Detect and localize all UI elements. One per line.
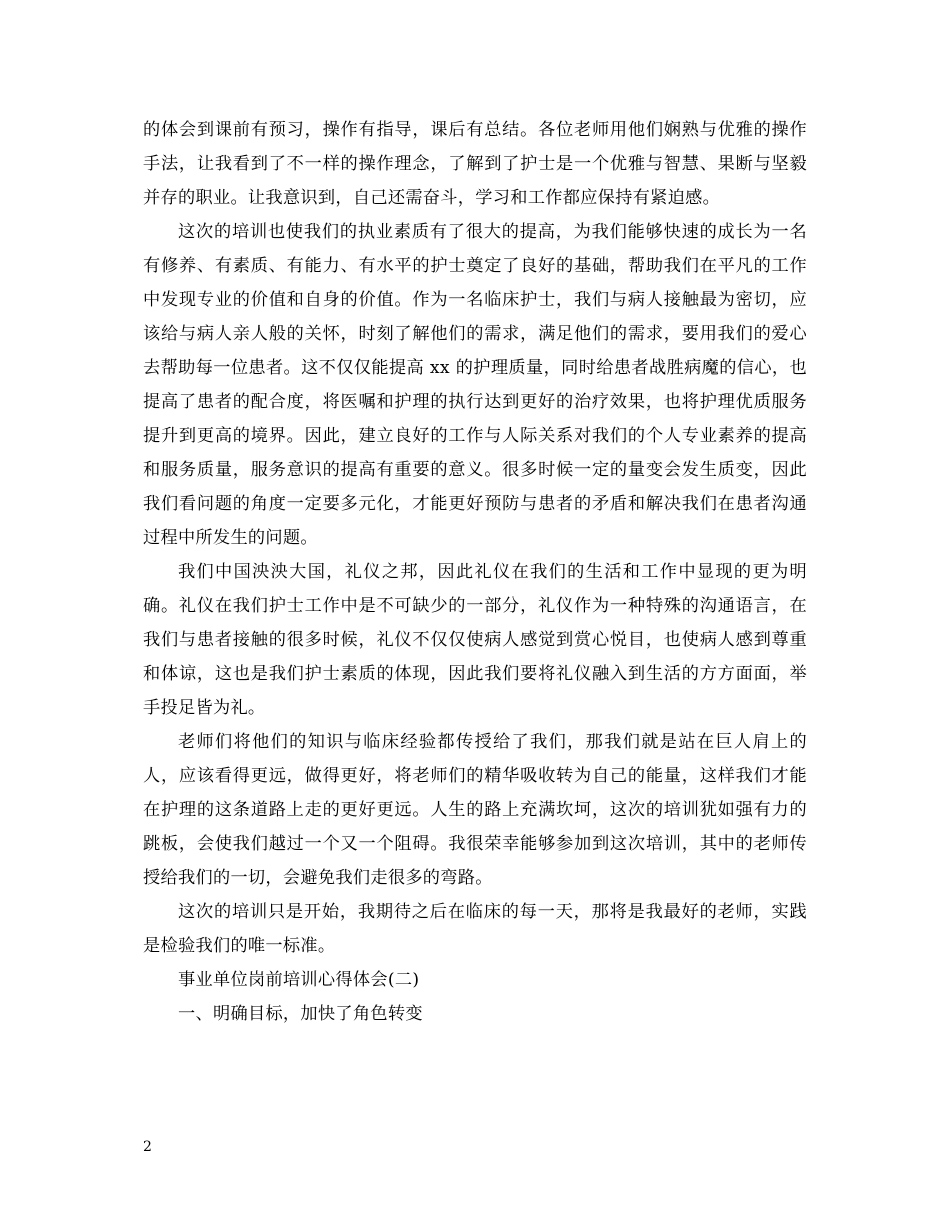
subsection-heading: 一、明确目标，加快了角色转变 xyxy=(178,1004,423,1024)
paragraph-4: 老师们将他们的知识与临床经验都传授给了我们，那我们就是站在巨人肩上的人，应该看得更远，做得更好，将老师们的精华吸收转为自己的能量，这样我们才能在护理的这条道路上走的更好更远。人生的路上充满坎坷，这次的培训犹如强有力的跳板，会使我们越过一个又一个阻碍。我很荣幸能够参加到这次培训，其中的老师传授给我们的一切，会避免我们走很多的弯路。 xyxy=(143,732,807,888)
section-heading: 事业单位岗前培训心得体会(二) xyxy=(178,970,420,990)
paragraph-3: 我们中国泱泱大国，礼仪之邦，因此礼仪在我们的生活和工作中显现的更为明确。礼仪在我们护士工作中是不可缺少的一部分，礼仪作为一种特殊的沟通语言，在我们与患者接触的很多时候，礼仪不仅仅使病人感觉到赏心悦目，也使病人感到尊重和体谅，这也是我们护士素质的体现，因此我们要将礼仪融入到生活的方方面面，举手投足皆为礼。 xyxy=(143,562,807,718)
paragraph-2: 这次的培训也使我们的执业素质有了很大的提高，为我们能够快速的成长为一名有修养、有素质、有能力、有水平的护士奠定了良好的基础，帮助我们在平凡的工作中发现专业的价值和自身的价值。作为一名临床护士，我们与病人接触最为密切，应该给与病人亲人般的关怀，时刻了解他们的需求，满足他们的需求，要用我们的爱心去帮助每一位患者。这不仅仅能提高 xx 的护理质量，同时给患者战胜病魔的信心，也提高了患者的配合度，将医嘱和护理的执行达到更好的治疗效果，也将护理优质服务提升到更高的境界。因此，建立良好的工作与人际关系对我们的个人专业素养的提高和服务质量，服务意识的提高有重要的意义。很多时候一定的量变会发生质变，因此我们看问题的角度一定要多元化，才能更好预防与患者的矛盾和解决我们在患者沟通过程中所发生的问题。 xyxy=(143,222,807,548)
body-text xyxy=(143,113,807,1031)
paragraph-5: 这次的培训只是开始，我期待之后在临床的每一天，那将是我最好的老师，实践是检验我们的唯一标准。 xyxy=(143,902,807,956)
paragraph-1: 的体会到课前有预习，操作有指导，课后有总结。各位老师用他们娴熟与优雅的操作手法，让我看到了不一样的操作理念，了解到了护士是一个优雅与智慧、果断与坚毅并存的职业。让我意识到，自己还需奋斗，学习和工作都应保持有紧迫感。 xyxy=(143,120,807,208)
page-number: 2 xyxy=(143,1139,152,1155)
